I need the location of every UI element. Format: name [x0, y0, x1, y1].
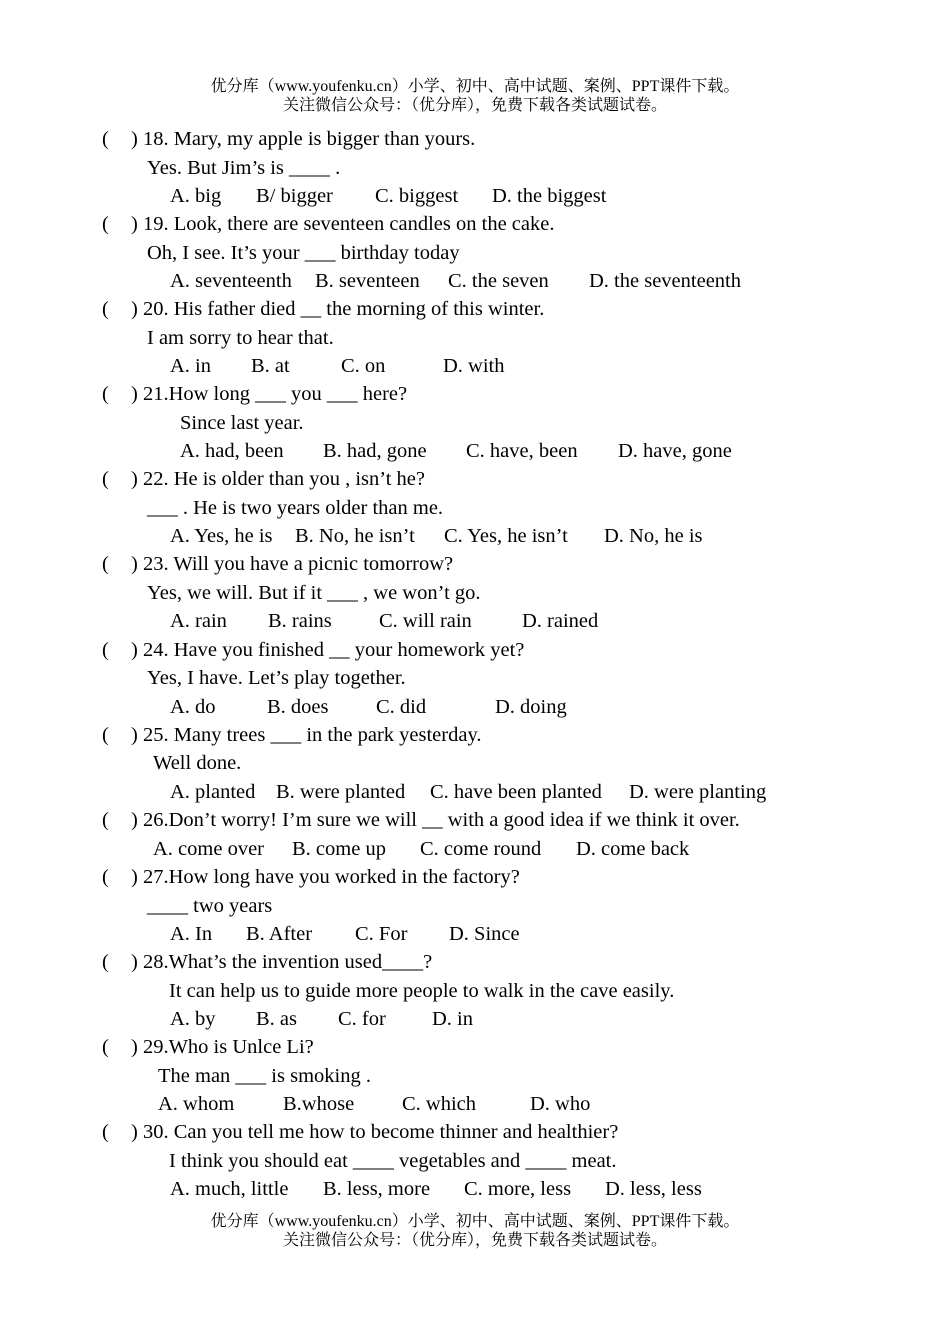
- option-27d: D. Since: [449, 923, 520, 945]
- question-29: ) 29.Who is Unlce Li?: [131, 1036, 314, 1058]
- reply-27: ____ two years: [147, 895, 273, 917]
- option-25a: A. planted: [170, 781, 256, 803]
- answer-paren: (: [102, 866, 109, 888]
- option-18b: B/ bigger: [256, 185, 333, 207]
- answer-paren: (: [102, 809, 109, 831]
- answer-paren: (: [102, 298, 109, 320]
- option-26d: D. come back: [576, 838, 690, 860]
- option-19b: B. seventeen: [315, 270, 420, 292]
- question-19: ) 19. Look, there are seventeen candles on the cake.: [131, 213, 555, 235]
- option-30c: C. more, less: [464, 1178, 572, 1200]
- option-28b: B. as: [256, 1008, 297, 1030]
- reply-23: Yes, we will. But if it ___ , we won’t go.: [147, 582, 481, 604]
- option-18a: A. big: [170, 185, 222, 207]
- question-22: ) 22. He is older than you , isn’t he?: [131, 468, 425, 490]
- reply-24: Yes, I have. Let’s play together.: [147, 667, 406, 689]
- option-26c: C. come round: [420, 838, 542, 860]
- option-21b: B. had, gone: [323, 440, 427, 462]
- option-23a: A. rain: [170, 610, 227, 632]
- option-20b: B. at: [251, 355, 290, 377]
- option-19a: A. seventeenth: [170, 270, 292, 292]
- option-29b: B.whose: [283, 1093, 355, 1115]
- reply-29: The man ___ is smoking .: [158, 1065, 371, 1087]
- header-line-1: 优分库（www.youfenku.cn）小学、初中、高中试题、案例、PPT课件下载。: [210, 78, 740, 95]
- answer-paren: (: [102, 1036, 109, 1058]
- option-25c: C. have been planted: [430, 781, 602, 803]
- question-20: ) 20. His father died __ the morning of this winter.: [131, 298, 545, 320]
- option-30b: B. less, more: [323, 1178, 431, 1200]
- question-27: ) 27.How long have you worked in the factory?: [131, 866, 520, 888]
- question-28: ) 28.What’s the invention used____?: [131, 951, 433, 973]
- reply-22: ___ . He is two years older than me.: [147, 497, 444, 519]
- option-24a: A. do: [170, 696, 216, 718]
- answer-paren: (: [102, 383, 109, 405]
- option-30a: A. much, little: [170, 1178, 289, 1200]
- option-22d: D. No, he is: [604, 525, 703, 547]
- option-18d: D. the biggest: [492, 185, 607, 207]
- answer-paren: (: [102, 1121, 109, 1143]
- answer-paren: (: [102, 468, 109, 490]
- option-29a: A. whom: [158, 1093, 235, 1115]
- option-20d: D. with: [443, 355, 505, 377]
- option-21d: D. have, gone: [618, 440, 732, 462]
- option-25b: B. were planted: [276, 781, 406, 803]
- question-25: ) 25. Many trees ___ in the park yesterday.: [131, 724, 482, 746]
- option-27b: B. After: [246, 923, 313, 945]
- option-30d: D. less, less: [605, 1178, 702, 1200]
- option-23c: C. will rain: [379, 610, 472, 632]
- reply-30: I think you should eat ____ vegetables and ____ meat.: [169, 1150, 617, 1172]
- option-28d: D. in: [432, 1008, 473, 1030]
- reply-28: It can help us to guide more people to walk in the cave easily.: [169, 980, 675, 1002]
- reply-18: Yes. But Jim’s is ____ .: [147, 157, 341, 179]
- option-22b: B. No, he isn’t: [295, 525, 415, 547]
- answer-paren: (: [102, 128, 109, 150]
- option-29c: C. which: [402, 1093, 477, 1115]
- option-23b: B. rains: [268, 610, 332, 632]
- option-22c: C. Yes, he isn’t: [444, 525, 568, 547]
- option-24d: D. doing: [495, 696, 567, 718]
- question-30: ) 30. Can you tell me how to become thinner and healthier?: [131, 1121, 619, 1143]
- answer-paren: (: [102, 951, 109, 973]
- option-27c: C. For: [355, 923, 408, 945]
- option-28c: C. for: [338, 1008, 386, 1030]
- page-footer: [0, 1212, 950, 1250]
- reply-21: Since last year.: [180, 412, 304, 434]
- question-21: ) 21.How long ___ you ___ here?: [131, 383, 408, 405]
- option-24c: C. did: [376, 696, 427, 718]
- footer-line-2: 关注微信公众号：（优分库），免费下载各类试题试卷。: [282, 1232, 667, 1249]
- option-23d: D. rained: [522, 610, 599, 632]
- option-19d: D. the seventeenth: [589, 270, 741, 292]
- question-26: ) 26.Don’t worry! I’m sure we will __ with a good idea if we think it over.: [131, 809, 740, 831]
- option-27a: A. In: [170, 923, 213, 945]
- option-26b: B. come up: [292, 838, 386, 860]
- question-18: ) 18. Mary, my apple is bigger than yours.: [131, 128, 476, 150]
- option-21c: C. have, been: [466, 440, 578, 462]
- answer-paren: (: [102, 553, 109, 575]
- page-header: [0, 77, 950, 115]
- answer-paren: (: [102, 639, 109, 661]
- answer-paren: (: [102, 724, 109, 746]
- option-24b: B. does: [267, 696, 329, 718]
- footer-line-1: 优分库（www.youfenku.cn）小学、初中、高中试题、案例、PPT课件下载。: [210, 1213, 740, 1230]
- option-21a: A. had, been: [180, 440, 284, 462]
- option-26a: A. come over: [153, 838, 264, 860]
- option-19c: C. the seven: [448, 270, 549, 292]
- option-20a: A. in: [170, 355, 211, 377]
- reply-20: I am sorry to hear that.: [147, 327, 334, 349]
- reply-19: Oh, I see. It’s your ___ birthday today: [147, 242, 460, 264]
- option-18c: C. biggest: [375, 185, 459, 207]
- question-24: ) 24. Have you finished __ your homework yet?: [131, 639, 525, 661]
- reply-25: Well done.: [153, 752, 242, 774]
- option-22a: A. Yes, he is: [170, 525, 273, 547]
- option-29d: D. who: [530, 1093, 591, 1115]
- question-23: ) 23. Will you have a picnic tomorrow?: [131, 553, 454, 575]
- header-line-2: 关注微信公众号：（优分库），免费下载各类试题试卷。: [282, 97, 667, 114]
- option-28a: A. by: [170, 1008, 216, 1030]
- answer-paren: (: [102, 213, 109, 235]
- option-25d: D. were planting: [629, 781, 767, 803]
- option-20c: C. on: [341, 355, 386, 377]
